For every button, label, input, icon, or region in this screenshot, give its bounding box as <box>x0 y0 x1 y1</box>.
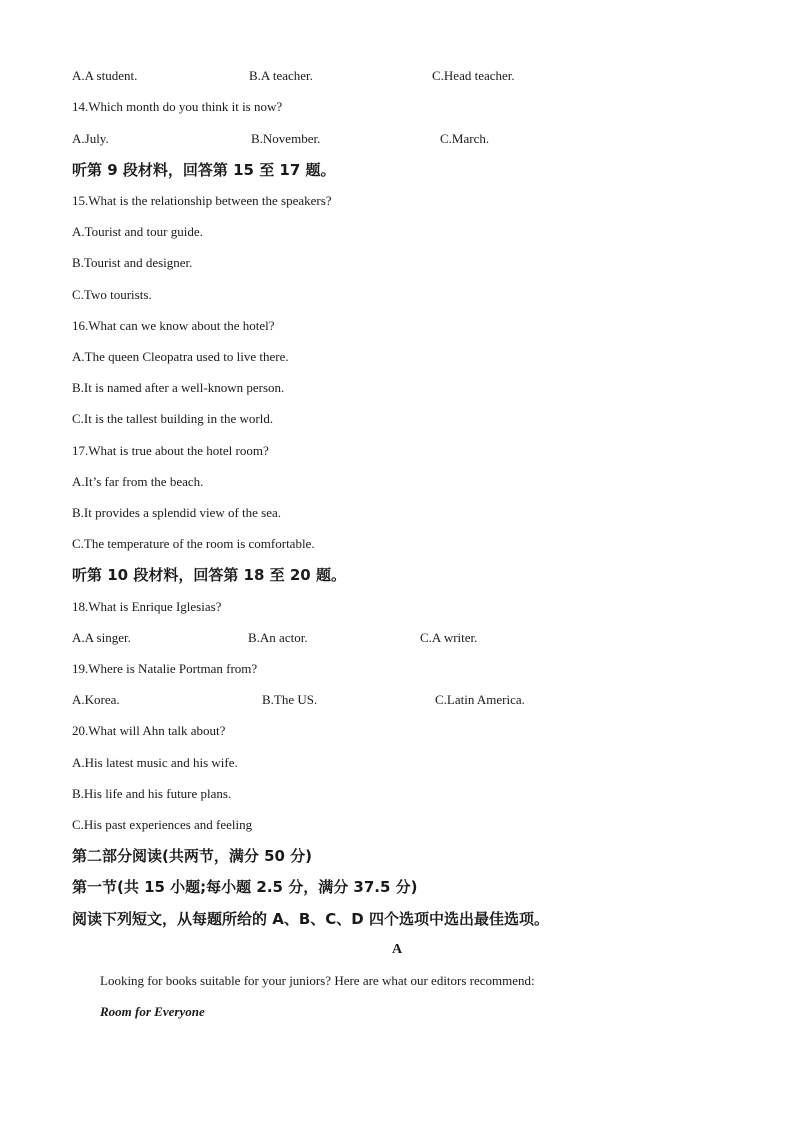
q19-option-c: C.Latin America. <box>435 692 525 707</box>
q15-option-a: A.Tourist and tour guide. <box>72 224 203 239</box>
q18-option-a: A.A singer. <box>72 630 131 645</box>
q20-option-a: A.His latest music and his wife. <box>72 755 238 770</box>
passage-intro: Looking for books suitable for your juniors? Here are what our editors recommend: <box>100 973 535 988</box>
q20-option-b: B.His life and his future plans. <box>72 786 232 801</box>
passage-letter: A <box>391 942 403 957</box>
q17-option-b: B.It provides a splendid view of the sea. <box>72 505 282 520</box>
q16-question: 16.What can we know about the hotel? <box>72 318 275 333</box>
q18-option-b: B.An actor. <box>248 630 308 645</box>
part-2-heading: 第二部分阅读(共两节，满分 50 分) <box>72 847 313 865</box>
q18-question: 18.What is Enrique Iglesias? <box>72 599 222 614</box>
q17-option-c: C.The temperature of the room is comfortable. <box>72 536 315 551</box>
section-9-heading: 听第 9 段材料，回答第 15 至 17 题。 <box>72 161 336 179</box>
q15-option-c: C.Two tourists. <box>72 287 152 302</box>
q16-option-b: B.It is named after a well-known person. <box>72 380 285 395</box>
book-title: Room for Everyone <box>100 1004 205 1019</box>
q13-option-b: B.A teacher. <box>249 68 313 83</box>
q14-option-b: B.November. <box>251 131 321 146</box>
q20-question: 20.What will Ahn talk about? <box>72 723 226 738</box>
q19-option-b: B.The US. <box>262 692 318 707</box>
section-1-heading: 第一节(共 15 小题;每小题 2.5 分，满分 37.5 分) <box>72 878 418 896</box>
section-10-heading: 听第 10 段材料，回答第 18 至 20 题。 <box>72 566 346 584</box>
q17-option-a: A.It’s far from the beach. <box>72 474 204 489</box>
q14-option-c: C.March. <box>440 131 490 146</box>
q14-question: 14.Which month do you think it is now? <box>72 99 283 114</box>
q14-option-a: A.July. <box>72 131 109 146</box>
q15-option-b: B.Tourist and designer. <box>72 255 193 270</box>
q13-option-a: A.A student. <box>72 68 138 83</box>
q17-question: 17.What is true about the hotel room? <box>72 443 269 458</box>
q18-option-c: C.A writer. <box>420 630 478 645</box>
q16-option-a: A.The queen Cleopatra used to live there. <box>72 349 289 364</box>
q19-question: 19.Where is Natalie Portman from? <box>72 661 258 676</box>
q13-option-c: C.Head teacher. <box>432 68 515 83</box>
reading-instructions: 阅读下列短文，从每题所给的 A、B、C、D 四个选项中选出最佳选项。 <box>72 910 549 928</box>
q19-option-a: A.Korea. <box>72 692 120 707</box>
q15-question: 15.What is the relationship between the speakers? <box>72 193 332 208</box>
q16-option-c: C.It is the tallest building in the world. <box>72 411 274 426</box>
q20-option-c: C.His past experiences and feeling <box>72 817 253 832</box>
